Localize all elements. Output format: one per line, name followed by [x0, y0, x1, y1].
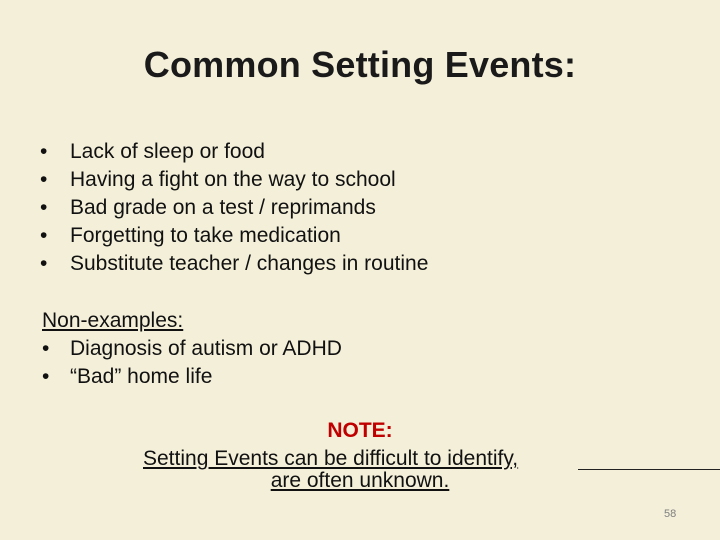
- note-text-line-1: Setting Events can be difficult to identify,: [143, 447, 519, 470]
- list-item: • Having a fight on the way to school: [40, 166, 428, 194]
- list-item: • Diagnosis of autism or ADHD: [42, 335, 342, 363]
- slide-title: Common Setting Events:: [143, 44, 577, 85]
- list-item: • Forgetting to take medication: [40, 222, 428, 250]
- list-item: • Substitute teacher / changes in routine: [40, 250, 428, 278]
- non-examples-list: [42, 335, 342, 391]
- list-item: • Bad grade on a test / reprimands: [40, 194, 428, 222]
- page-number: 58: [664, 508, 677, 520]
- non-examples-heading: Non-examples:: [42, 309, 184, 332]
- setting-events-list: [40, 138, 428, 278]
- list-item: • Lack of sleep or food: [40, 138, 428, 166]
- list-item: • “Bad” home life: [42, 363, 342, 391]
- note-label: NOTE:: [327, 419, 393, 442]
- note-text-line-2-wrapper: [0, 469, 720, 493]
- non-examples-section: [42, 307, 342, 391]
- note-text-line-2: are often unknown.: [270, 469, 450, 492]
